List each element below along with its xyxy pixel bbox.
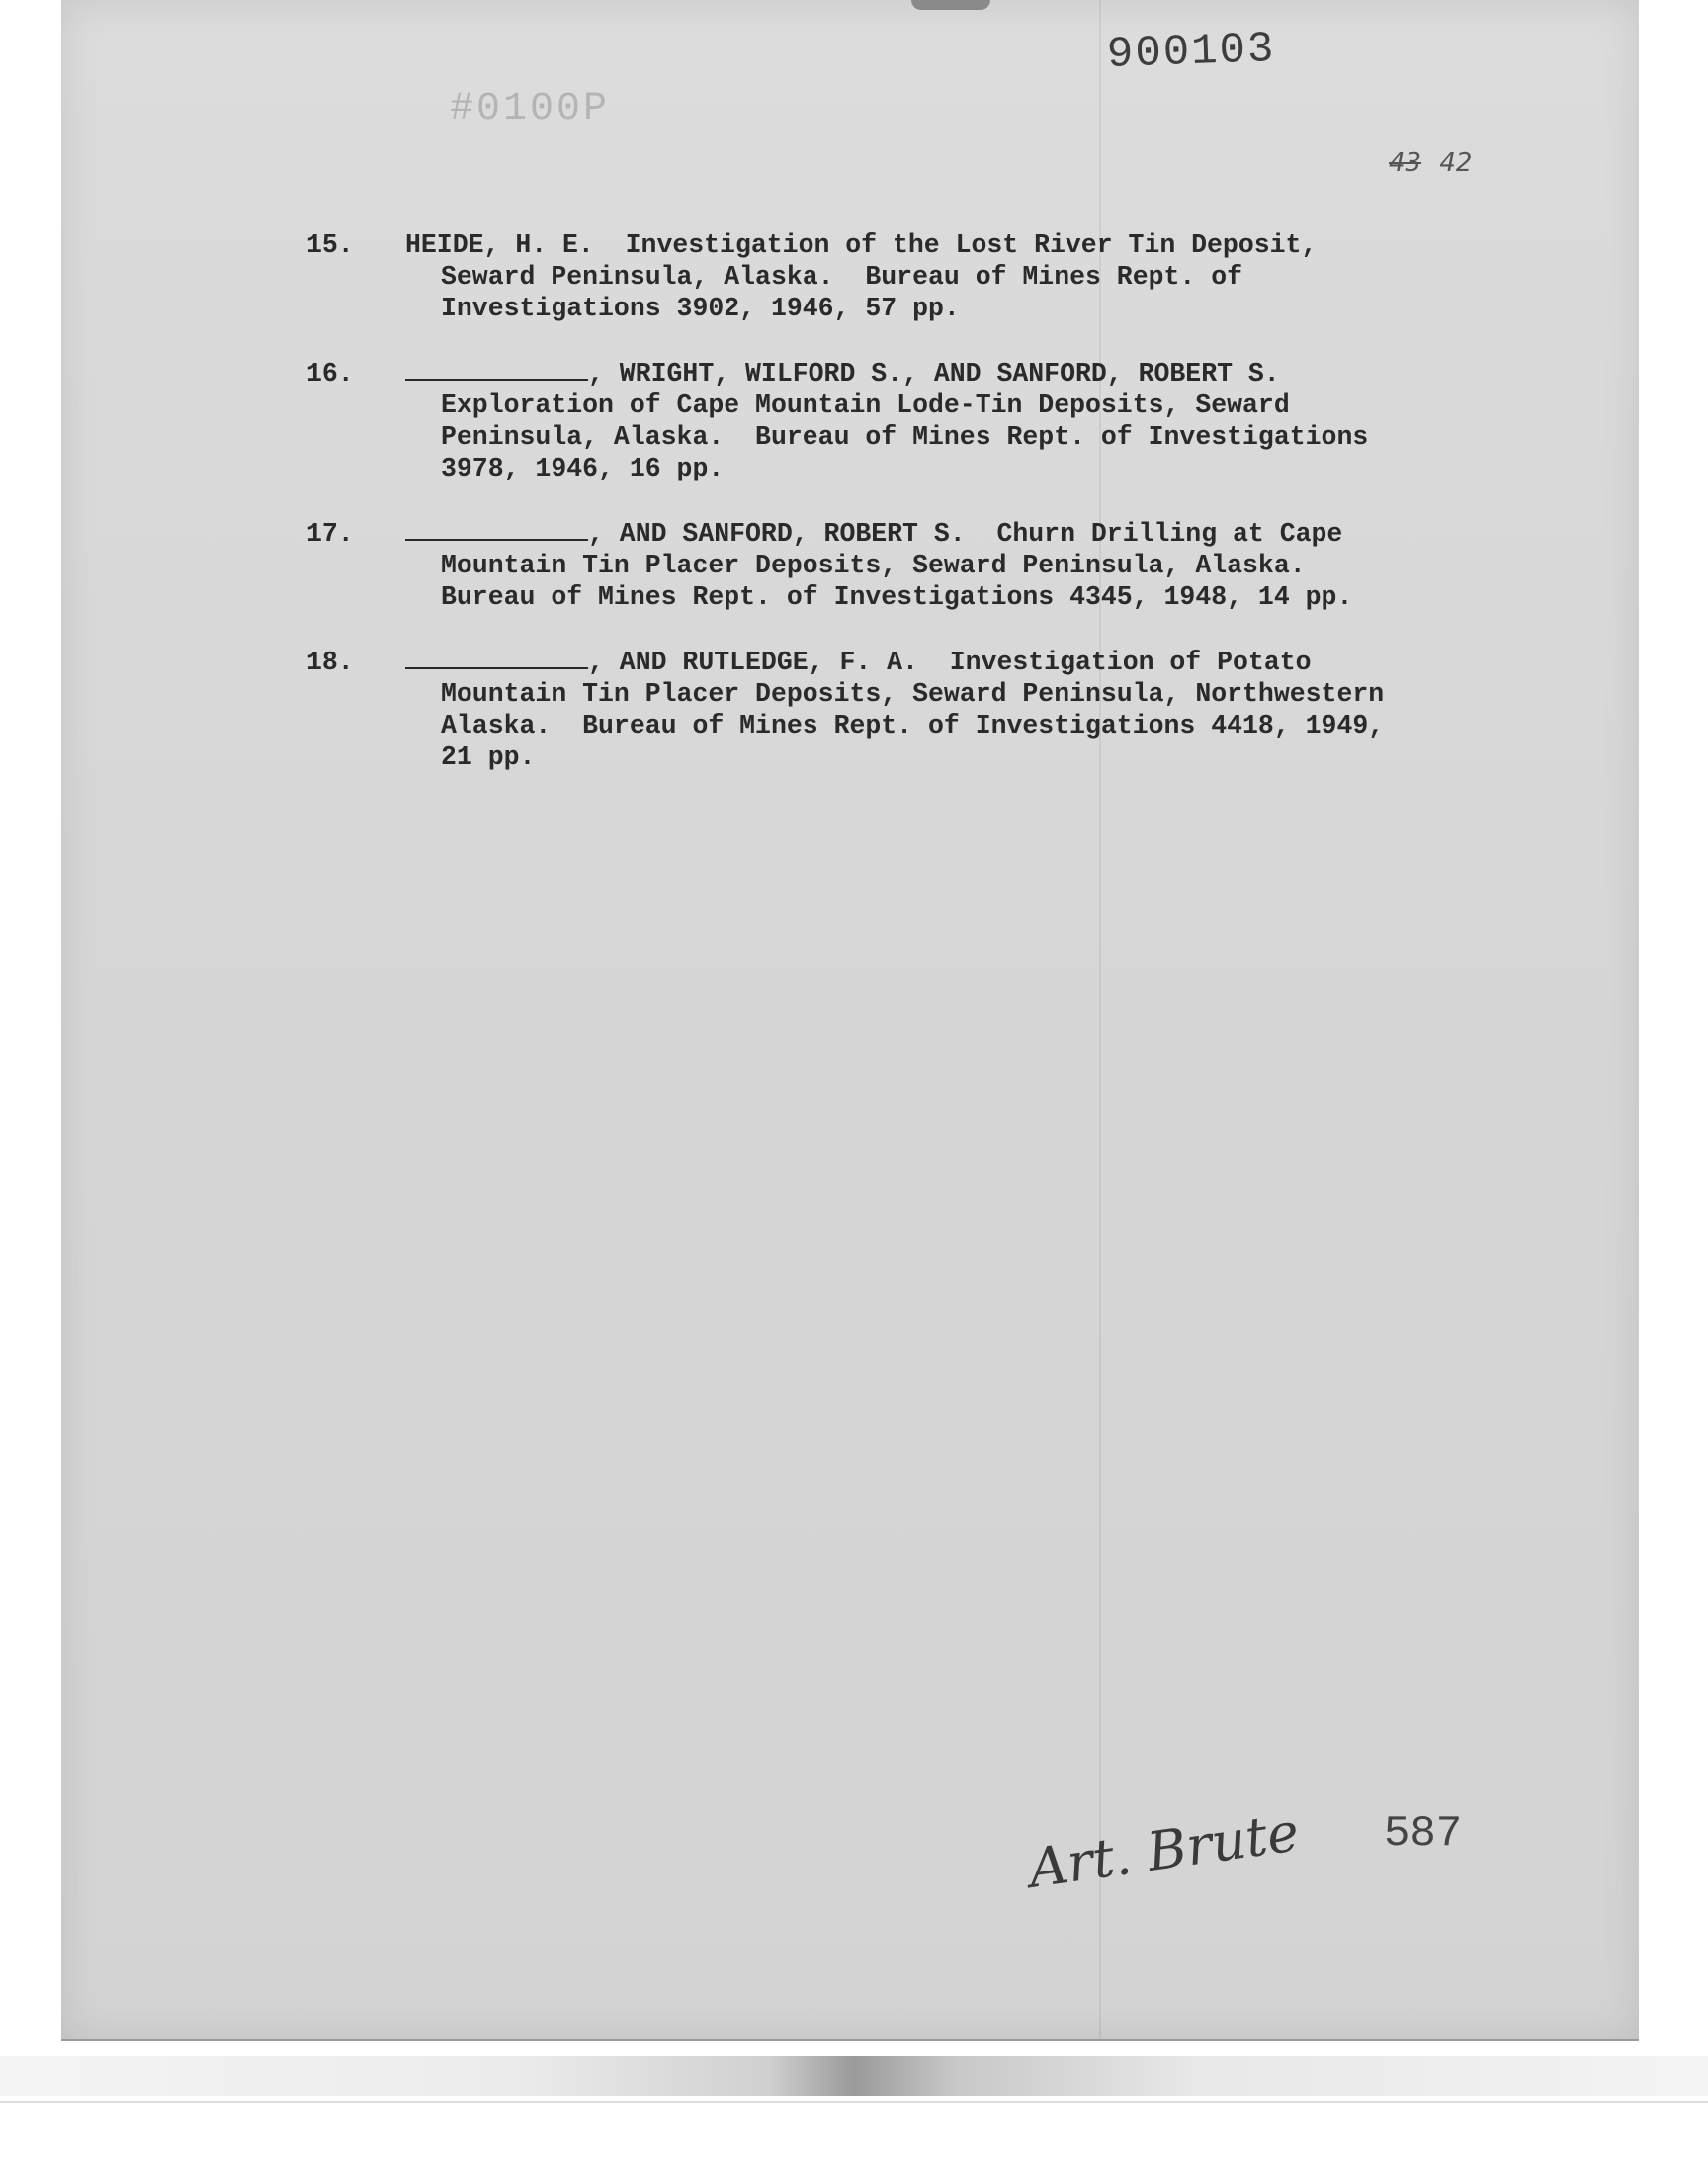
scan-artifact (911, 0, 990, 10)
handwritten-page-marker (1389, 148, 1472, 178)
faded-stamp: #0100P (450, 87, 611, 131)
entry-line: 21 pp. (441, 742, 536, 772)
entry-line: Exploration of Cape Mountain Lode-Tin Deposits, Seward (441, 391, 1290, 420)
entry-number: 17. (306, 519, 354, 549)
handwritten-signature: Art. Brute (1024, 1800, 1303, 1900)
entry-line: Mountain Tin Placer Deposits, Seward Peninsula, Alaska. (441, 551, 1306, 580)
entry-line: Seward Peninsula, Alaska. Bureau of Mines Rept. of (441, 262, 1243, 292)
entry-text (405, 229, 1453, 324)
current-page-marker: 42 (1439, 148, 1473, 178)
entry-line: Investigations 3902, 1946, 57 pp. (441, 294, 960, 323)
scanner-strip (0, 2056, 1708, 2096)
struck-page-number: 43 (1389, 148, 1422, 178)
entry-line: Alaska. Bureau of Mines Rept. of Investigations 4418, 1949, (441, 711, 1385, 740)
entry-number: 18. (306, 648, 354, 677)
entry-line: Peninsula, Alaska. Bureau of Mines Rept. of Investigations (441, 422, 1369, 452)
entry-line: Mountain Tin Placer Deposits, Seward Peninsula, Northwestern (441, 679, 1385, 709)
entry-text (405, 647, 1453, 773)
entry-lead-line (405, 358, 1453, 390)
entry-lead-line (405, 647, 1453, 678)
entry-text (405, 518, 1453, 613)
entry-line: Bureau of Mines Rept. of Investigations 4345, 1948, 14 pp. (441, 582, 1353, 612)
ditto-blank (405, 648, 588, 669)
entry-number: 15. (306, 230, 354, 260)
entry-line: 3978, 1946, 16 pp. (441, 454, 725, 483)
divider (0, 2101, 1708, 2103)
entry-lead-line (405, 518, 1453, 550)
ditto-blank (405, 359, 588, 381)
entry-number: 16. (306, 359, 354, 389)
entry-lead: , AND RUTLEDGE, F. A. Investigation of Potato (588, 648, 1312, 677)
entry-text (405, 358, 1453, 484)
entry-lead: , WRIGHT, WILFORD S., AND SANFORD, ROBERT S. (588, 359, 1280, 389)
entry-line: HEIDE, H. E. Investigation of the Lost River Tin Deposit, (405, 230, 1318, 260)
page-number: 587 (1384, 1809, 1463, 1859)
document-stamp-number: 900103 (1106, 25, 1277, 80)
ditto-blank (405, 519, 588, 541)
entry-lead: , AND SANFORD, ROBERT S. Churn Drilling at Cape (588, 519, 1343, 549)
